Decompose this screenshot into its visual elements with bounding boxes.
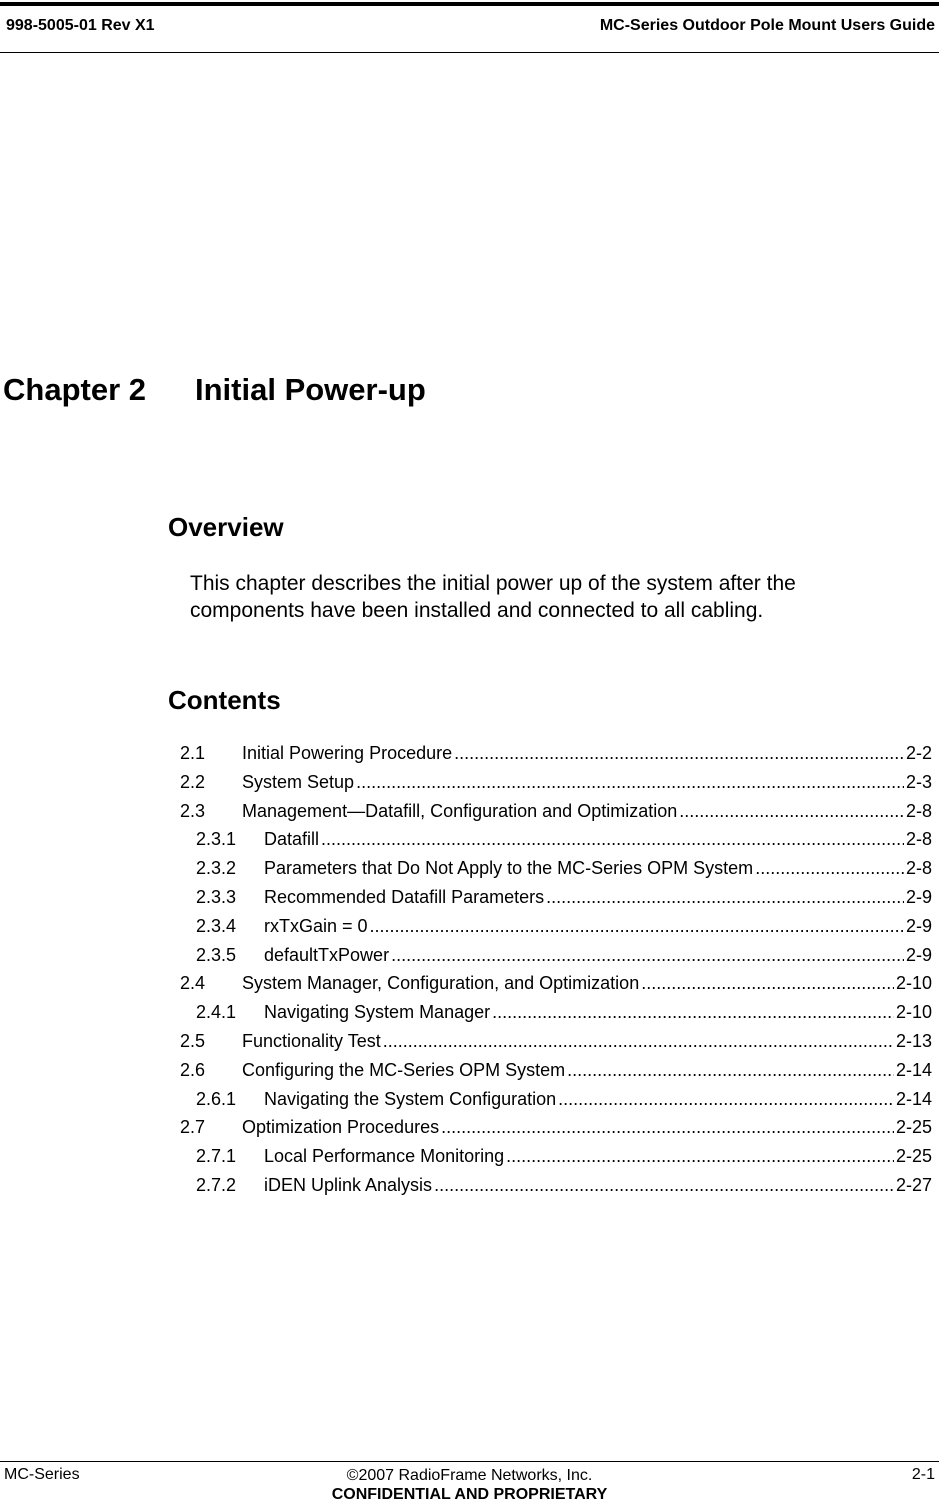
- toc-entry-title: Parameters that Do Not Apply to the MC-Series OPM System: [264, 858, 754, 879]
- toc-dot-leader: [755, 858, 904, 879]
- toc-dot-leader: [558, 1089, 894, 1110]
- toc-entry-2-3-2[interactable]: [180, 858, 932, 887]
- toc-entry-2-7-1[interactable]: [180, 1146, 932, 1175]
- toc-entry-2-1[interactable]: [180, 743, 932, 772]
- toc-entry-number: 2.7.2: [196, 1174, 237, 1195]
- footer-copyright: ©2007 RadioFrame Networks, Inc.: [346, 1467, 593, 1484]
- toc-entry-page: 2-2: [905, 743, 932, 763]
- toc-dot-leader: [567, 1060, 894, 1081]
- toc-entry-2-2[interactable]: [180, 772, 932, 801]
- contents-heading: Contents: [168, 685, 281, 715]
- toc-entry-page: 2-14: [895, 1088, 932, 1109]
- toc-entry-title: iDEN Uplink Analysis: [264, 1174, 433, 1195]
- toc-entry-page: 2-9: [905, 944, 932, 965]
- footer-confidential: CONFIDENTIAL AND PROPRIETARY: [331, 1486, 608, 1503]
- toc-entry-page: 2-13: [895, 1030, 932, 1051]
- header-rule: [0, 52, 939, 53]
- toc-entry-title: Initial Powering Procedure: [242, 743, 453, 763]
- toc-entry-2-3-4[interactable]: [180, 916, 932, 945]
- toc-entry-title: Local Performance Monitoring: [264, 1146, 505, 1167]
- footer-center-block: [0, 1466, 939, 1504]
- toc-entry-page: 2-27: [895, 1174, 932, 1195]
- toc-dot-leader: [356, 772, 904, 793]
- toc-entry-2-7-2[interactable]: [180, 1175, 932, 1204]
- toc-entry-page: 2-10: [895, 1002, 932, 1023]
- overview-paragraph: This chapter describes the initial power up of the system after the components have been installed and connected to all cabling.: [190, 572, 796, 622]
- toc-entry-number: 2.3: [180, 800, 206, 821]
- chapter-number: Chapter 2: [3, 372, 146, 407]
- toc-entry-number: 2.1: [180, 743, 206, 763]
- toc-entry-2-6-1[interactable]: [180, 1089, 932, 1118]
- toc-entry-number: 2.3.2: [196, 858, 237, 879]
- header-doc-number: 998-5005-01 Rev X1: [6, 17, 155, 34]
- toc-dot-leader: [641, 973, 894, 994]
- toc-entry-page: 2-9: [905, 915, 932, 936]
- table-of-contents: [180, 743, 932, 1204]
- toc-entry-2-5[interactable]: [180, 1031, 932, 1060]
- toc-entry-title: Navigating the System Configuration: [264, 1088, 557, 1109]
- toc-dot-leader: [441, 1117, 894, 1138]
- toc-entry-page: 2-8: [905, 829, 932, 850]
- toc-entry-page: 2-25: [895, 1117, 932, 1138]
- toc-entry-page: 2-3: [905, 771, 932, 792]
- toc-entry-number: 2.7.1: [196, 1146, 237, 1167]
- chapter-name: Initial Power-up: [195, 372, 426, 407]
- toc-entry-number: 2.6.1: [196, 1088, 237, 1109]
- footer-page-number: 2-1: [911, 1466, 935, 1483]
- header-doc-title: MC-Series Outdoor Pole Mount Users Guide: [599, 17, 935, 34]
- toc-dot-leader: [506, 1146, 894, 1167]
- toc-dot-leader: [383, 1031, 894, 1052]
- toc-entry-number: 2.6: [180, 1059, 206, 1080]
- toc-entry-number: 2.7: [180, 1117, 206, 1138]
- toc-entry-page: 2-10: [895, 973, 932, 994]
- toc-dot-leader: [434, 1175, 894, 1196]
- toc-entry-title: Functionality Test: [242, 1030, 381, 1051]
- toc-entry-title: rxTxGain = 0: [264, 915, 368, 936]
- toc-entry-title: defaultTxPower: [264, 944, 390, 965]
- header-top-rule: [0, 2, 939, 6]
- toc-entry-title: Optimization Procedures: [242, 1117, 440, 1138]
- toc-entry-title: Management—Datafill, Configuration and Optimization: [242, 800, 678, 821]
- toc-entry-title: Navigating System Manager: [264, 1002, 491, 1023]
- overview-heading: Overview: [168, 512, 284, 542]
- toc-dot-leader: [679, 801, 904, 822]
- toc-entry-page: 2-9: [905, 886, 932, 907]
- toc-entry-2-6[interactable]: [180, 1060, 932, 1089]
- toc-entry-number: 2.5: [180, 1030, 206, 1051]
- toc-entry-number: 2.3.3: [196, 886, 237, 907]
- toc-entry-page: 2-8: [905, 800, 932, 821]
- toc-entry-2-3-5[interactable]: [180, 945, 932, 974]
- toc-entry-title: Configuring the MC-Series OPM System: [242, 1059, 566, 1080]
- toc-entry-title: Datafill: [264, 829, 320, 850]
- toc-entry-title: System Setup: [242, 771, 355, 792]
- toc-entry-number: 2.3.1: [196, 829, 237, 850]
- chapter-title: [3, 372, 426, 408]
- toc-entry-2-7[interactable]: [180, 1117, 932, 1146]
- toc-entry-title: System Manager, Configuration, and Optimization: [242, 973, 640, 994]
- toc-dot-leader: [391, 945, 904, 966]
- toc-entry-page: 2-8: [905, 858, 932, 879]
- toc-entry-number: 2.3.4: [196, 915, 237, 936]
- toc-entry-number: 2.4: [180, 973, 206, 994]
- toc-entry-page: 2-14: [895, 1059, 932, 1080]
- toc-entry-number: 2.2: [180, 771, 206, 792]
- toc-entry-page: 2-25: [895, 1146, 932, 1167]
- toc-entry-2-3-3[interactable]: [180, 887, 932, 916]
- footer-product: MC-Series: [4, 1466, 80, 1483]
- toc-entry-2-3[interactable]: [180, 801, 932, 830]
- toc-dot-leader: [546, 887, 904, 908]
- toc-entry-number: 2.4.1: [196, 1002, 237, 1023]
- toc-entry-number: 2.3.5: [196, 944, 237, 965]
- toc-dot-leader: [492, 1002, 894, 1023]
- footer-rule: [0, 1461, 939, 1462]
- toc-entry-title: Recommended Datafill Parameters: [264, 886, 545, 907]
- toc-entry-2-3-1[interactable]: [180, 829, 932, 858]
- toc-dot-leader: [370, 916, 904, 937]
- toc-dot-leader: [454, 743, 904, 764]
- toc-entry-2-4[interactable]: [180, 973, 932, 1002]
- toc-entry-2-4-1[interactable]: [180, 1002, 932, 1031]
- toc-dot-leader: [321, 829, 904, 850]
